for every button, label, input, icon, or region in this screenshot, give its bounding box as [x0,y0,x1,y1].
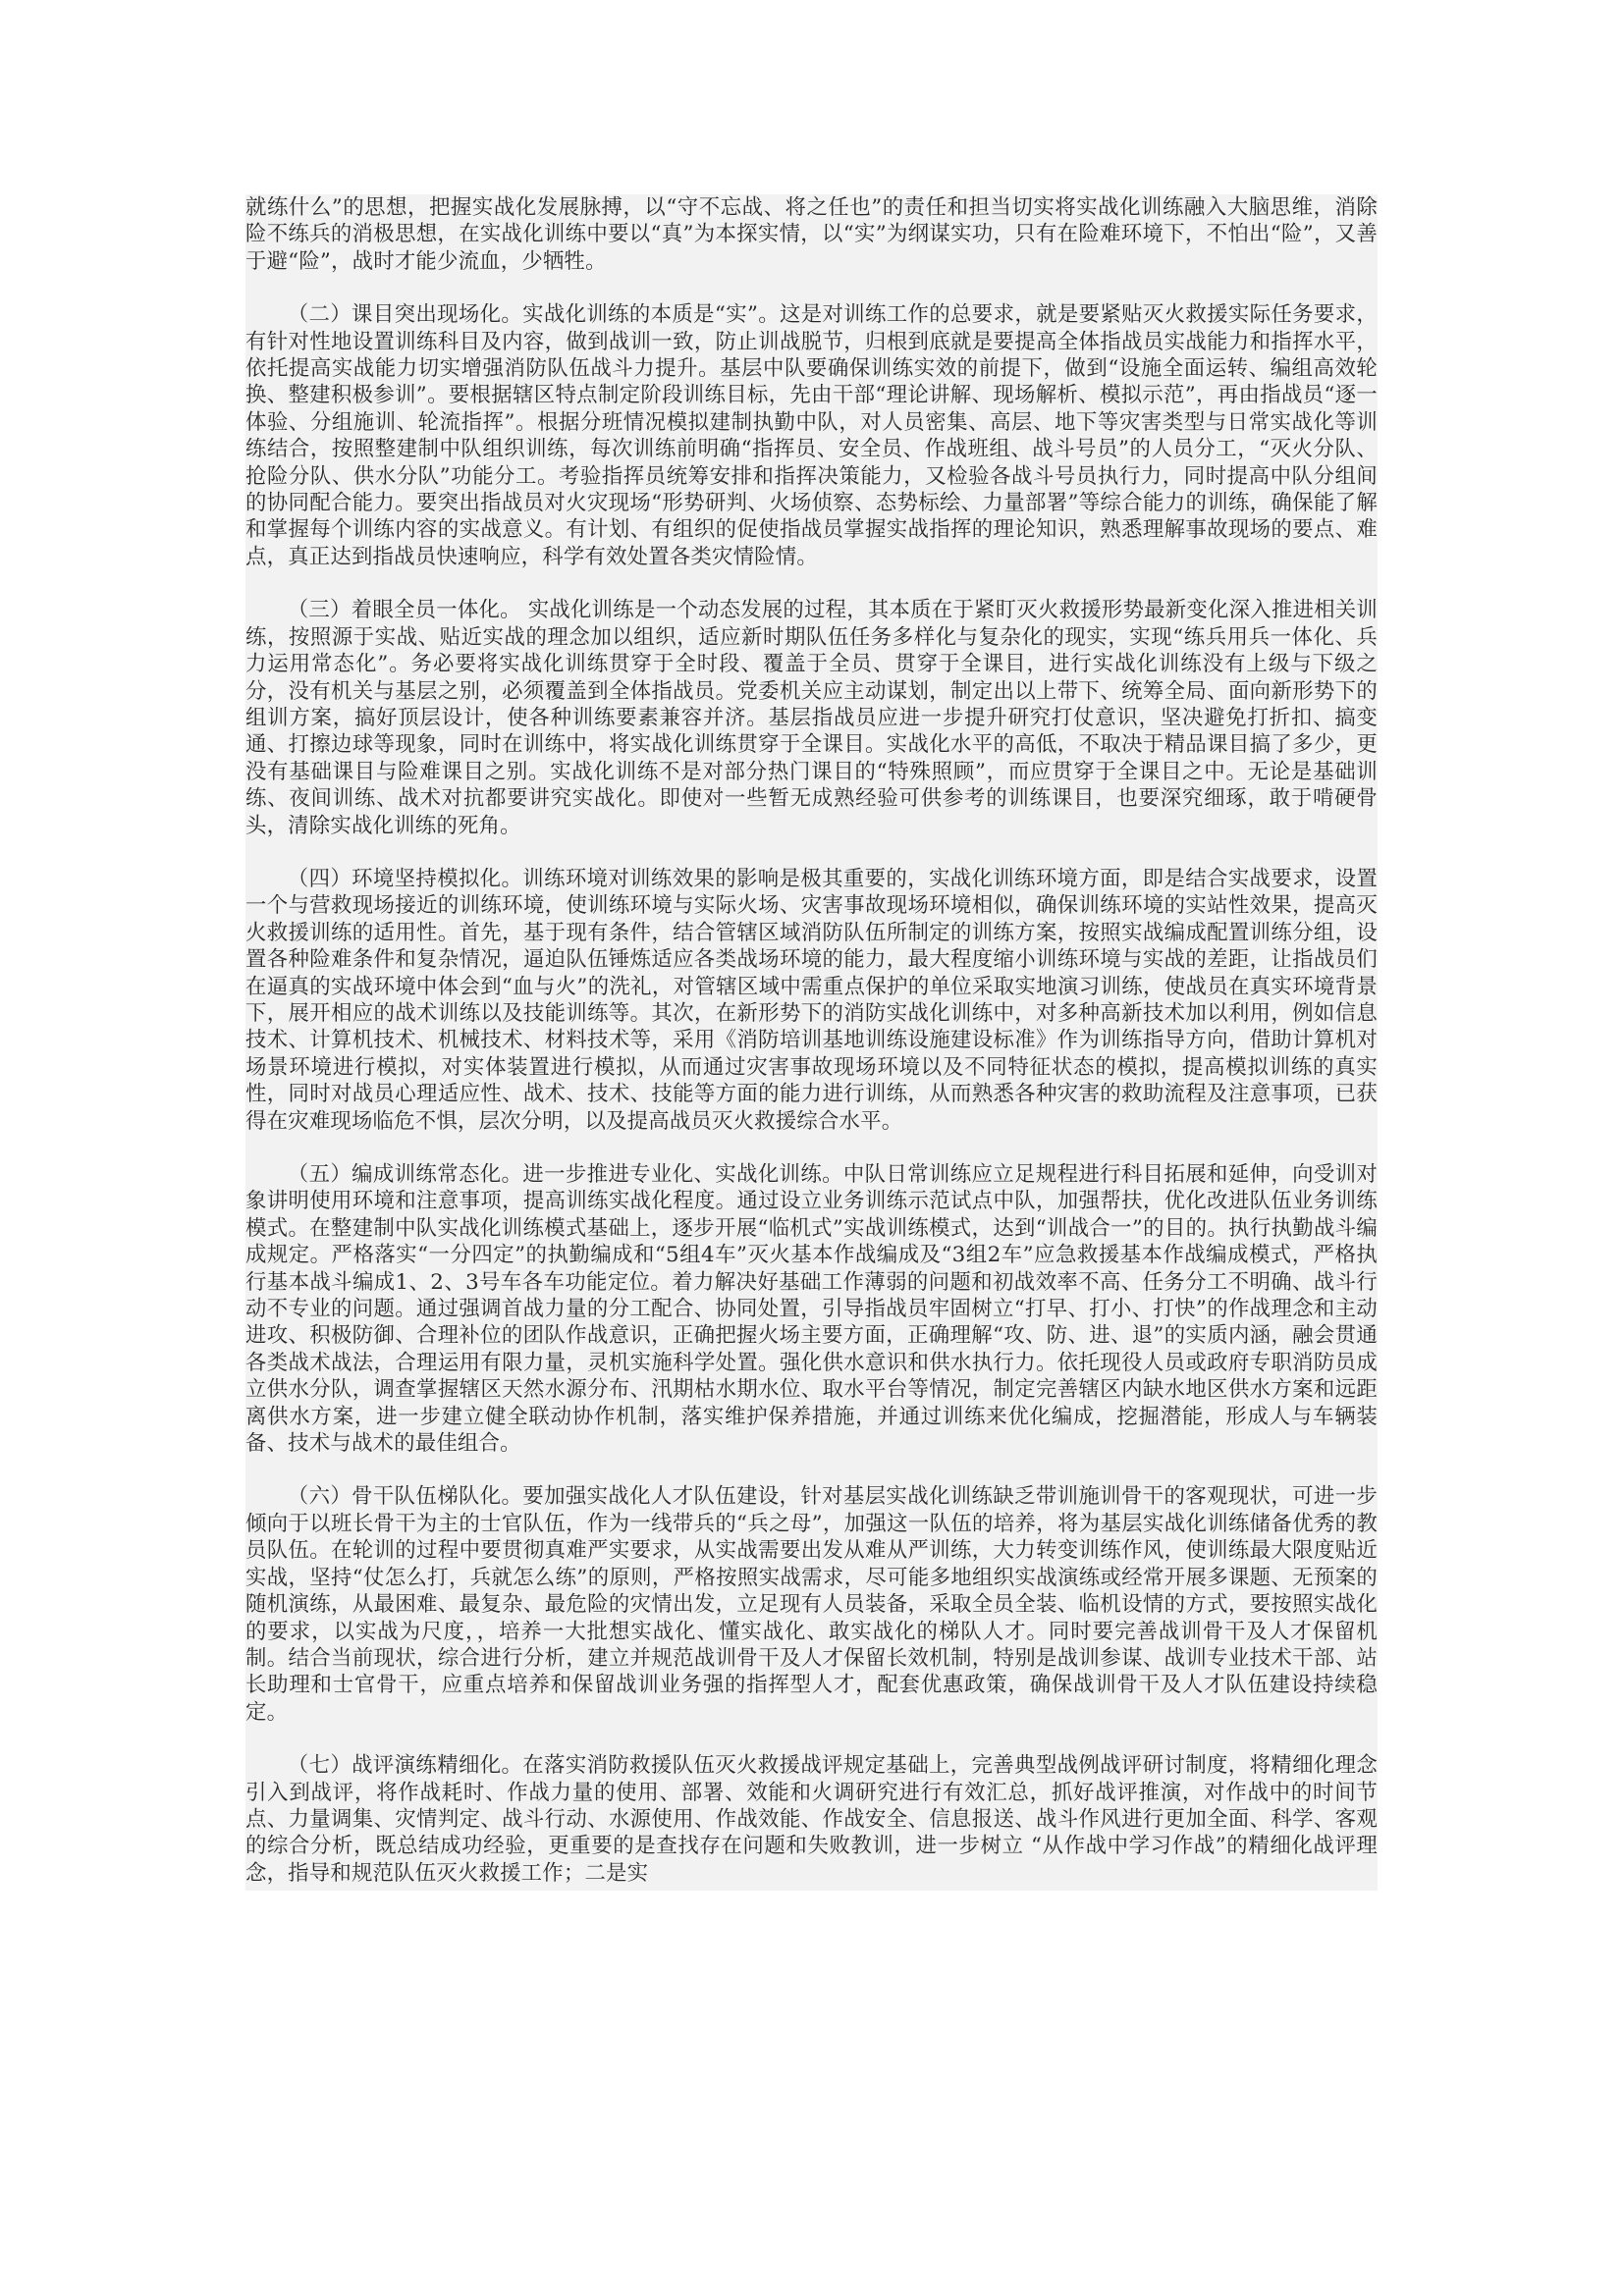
document-body [245,194,1378,1891]
paragraph-section-4: （四）环境坚持模拟化。训练环境对训练效果的影响是极其重要的，实战化训练环境方面，即是结合实战要求，设置一个与营救现场接近的训练环境，使训练环境与实际火场、灾害事故现场环境相似，确保训练环境的实站性效果，提高灭火救援训练的适用性。首先，基于现有条件，结合管辖区域消防队伍所制定的训练方案，按照实战编成配置训练分组，设置各种险难条件和复杂情况，逼迫队伍锤炼适应各类战场环境的能力，最大程度缩小训练环境与实战的差距，让指战员们在逼真的实战环境中体会到“血与火”的洗礼，对管辖区域中需重点保护的单位采取实地演习训练，使战员在真实环境背景下，展开相应的战术训练以及技能训练等。其次，在新形势下的消防实战化训练中，对多种高新技术加以利用，例如信息技术、计算机技术、机械技术、材料技术等，采用《消防培训基地训练设施建设标准》作为训练指导方向，借助计算机对场景环境进行模拟，对实体装置进行模拟，从而通过灾害事故现场环境以及不同特征状态的模拟，提高模拟训练的真实性，同时对战员心理适应性、战术、技术、技能等方面的能力进行训练，从而熟悉各种灾害的救助流程及注意事项，已获得在灾难现场临危不惧，层次分明，以及提高战员灭火救援综合水平。 [245,866,1378,1134]
paragraph-section-7: （七）战评演练精细化。在落实消防救援队伍灭火救援战评规定基础上，完善典型战例战评研讨制度，将精细化理念引入到战评，将作战耗时、作战力量的使用、部署、效能和火调研究进行有效汇总，抓好战评推演，对作战中的时间节点、力量调集、灾情判定、战斗行动、水源使用、作战效能、作战安全、信息报送、战斗作风进行更加全面、科学、客观的综合分析，既总结成功经验，更重要的是查找存在问题和失败教训，进一步树立 “从作战中学习作战”的精细化战评理念，指导和规范队伍灭火救援工作；二是实 [245,1753,1378,1886]
paragraph-section-6: （六）骨干队伍梯队化。要加强实战化人才队伍建设，针对基层实战化训练缺乏带训施训骨干的客观现状，可进一步倾向于以班长骨干为主的士官队伍，作为一线带兵的“兵之母”，加强这一队伍的培养，将为基层实战化训练储备优秀的教员队伍。在轮训的过程中要贯彻真难严实要求，从实战需要出发从难从严训练，大力转变训练作风，使训练最大限度贴近实战，坚持“仗怎么打，兵就怎么练”的原则，严格按照实战需求，尽可能多地组织实战演练或经常开展多课题、无预案的随机演练，从最困难、最复杂、最危险的灾情出发，立足现有人员装备，采取全员全装、临机设情的方式，要按照实战化的要求，以实战为尺度，，培养一大批想实战化、懂实战化、敢实战化的梯队人才。同时要完善战训骨干及人才保留机制。结合当前现状，综合进行分析，建立并规范战训骨干及人才保留长效机制，特别是战训参谋、战训专业技术干部、站长助理和士官骨干，应重点培养和保留战训业务强的指挥型人才，配套优惠政策，确保战训骨干及人才队伍建设持续稳定。 [245,1484,1378,1725]
paragraph-continuation: 就练什么”的思想，把握实战化发展脉搏，以“守不忘战、将之任也”的责任和担当切实将实战化训练融入大脑思维，消除险不练兵的消极思想，在实战化训练中要以“真”为本探实情，以“实”为纲谋实功，只有在险难环境下，不怕出“险”，又善于避“险”，战时才能少流血，少牺牲。 [245,195,1378,274]
paragraph-section-5: （五）编成训练常态化。进一步推进专业化、实战化训练。中队日常训练应立足规程进行科目拓展和延伸，向受训对象讲明使用环境和注意事项，提高训练实战化程度。通过设立业务训练示范试点中队，加强帮扶，优化改进队伍业务训练模式。在整建制中队实战化训练模式基础上，逐步开展“临机式”实战训练模式，达到“训战合一”的目的。执行执勤战斗编成规定。严格落实“一分四定”的执勤编成和“5组4车”灭火基本作战编成及“3组2车”应急救援基本作战编成模式，严格执行基本战斗编成1、2、3号车各车功能定位。着力解决好基础工作薄弱的问题和初战效率不高、任务分工不明确、战斗行动不专业的问题。通过强调首战力量的分工配合、协同处置，引导指战员牢固树立“打早、打小、打快”的作战理念和主动进攻、积极防御、合理补位的团队作战意识，正确把握火场主要方面，正确理解“攻、防、进、退”的实质内涵，融会贯通各类战术战法，合理运用有限力量，灵机实施科学处置。强化供水意识和供水执行力。依托现役人员或政府专职消防员成立供水分队，调查掌握辖区天然水源分布、汛期枯水期水位、取水平台等情况，制定完善辖区内缺水地区供水方案和远距离供水方案，进一步建立健全联动协作机制，落实维护保养措施，并通过训练来优化编成，挖掘潜能，形成人与车辆装备、技术与战术的最佳组合。 [245,1162,1378,1457]
paragraph-section-3: （三）着眼全员一体化。 实战化训练是一个动态发展的过程，其本质在于紧盯灭火救援形势最新变化深入推进相关训练，按照源于实战、贴近实战的理念加以组织，适应新时期队伍任务多样化与复杂化的现实，实现“练兵用兵一体化、兵力运用常态化”。务必要将实战化训练贯穿于全时段、覆盖于全员、贯穿于全课目，进行实战化训练没有上级与下级之分，没有机关与基层之别，必须覆盖到全体指战员。党委机关应主动谋划，制定出以上带下、统筹全局、面向新形势下的组训方案，搞好顶层设计，使各种训练要素兼容并济。基层指战员应进一步提升研究打仗意识，坚决避免打折扣、搞变通、打擦边球等现象，同时在训练中，将实战化训练贯穿于全课目。实战化水平的高低，不取决于精品课目搞了多少，更没有基础课目与险难课目之别。实战化训练不是对部分热门课目的“特殊照顾”，而应贯穿于全课目之中。无论是基础训练、夜间训练、战术对抗都要讲究实战化。即使对一些暂无成熟经验可供参考的训练课目，也要深究细琢，敢于啃硬骨头，清除实战化训练的死角。 [245,598,1378,838]
paragraph-section-2: （二）课目突出现场化。实战化训练的本质是“实”。这是对训练工作的总要求，就是要紧贴灭火救援实际任务要求，有针对性地设置训练科目及内容，做到战训一致，防止训战脱节，归根到底就是要提高全体指战员实战能力和指挥水平，依托提高实战能力切实增强消防队伍战斗力提升。基层中队要确保训练实效的前提下，做到“设施全面运转、编组高效轮换、整建积极参训”。要根据辖区特点制定阶段训练目标，先由干部“理论讲解、现场解析、模拟示范”，再由指战员“逐一体验、分组施训、轮流指挥”。根据分班情况模拟建制执勤中队，对人员密集、高层、地下等灾害类型与日常实战化等训练结合，按照整建制中队组织训练，每次训练前明确“指挥员、安全员、作战班组、战斗号员”的人员分工，“灭火分队、抢险分队、供水分队”功能分工。考验指挥员统筹安排和指挥决策能力，又检验各战斗号员执行力，同时提高中队分组间的协同配合能力。要突出指战员对火灾现场“形势研判、火场侦察、态势标绘、力量部署”等综合能力的训练，确保能了解和掌握每个训练内容的实战意义。有计划、有组织的促使指战员掌握实战指挥的理论知识，熟悉理解事故现场的要点、难点，真正达到指战员快速响应，科学有效处置各类灾情险情。 [245,302,1378,569]
